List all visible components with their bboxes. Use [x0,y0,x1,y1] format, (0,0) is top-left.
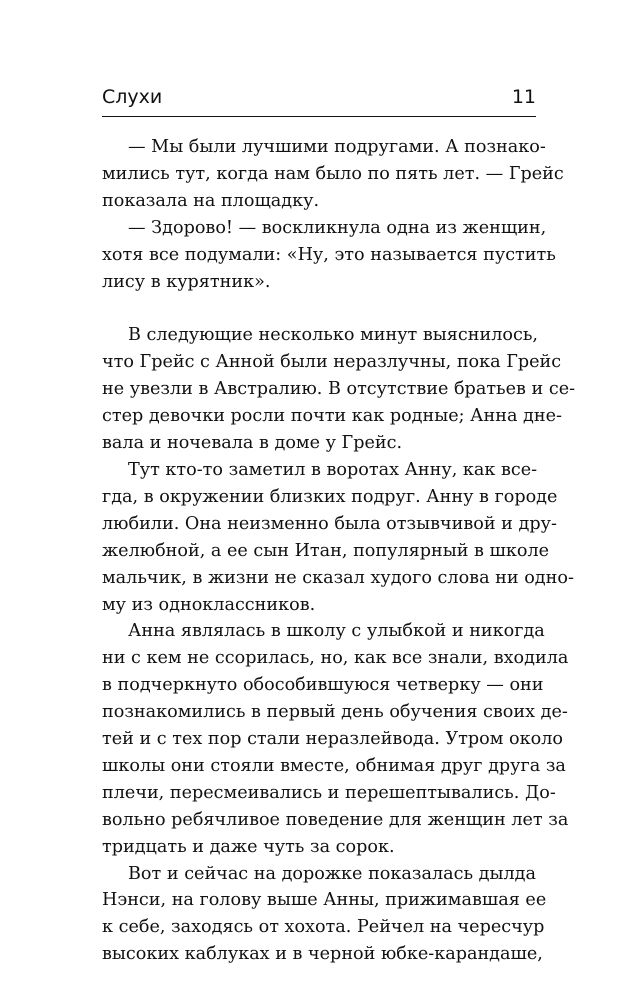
text-line: тей и с тех пор стали неразлейвода. Утром около [102,729,563,750]
text-line: познакомились в первый день обучения своих де- [102,702,568,723]
text-line: ни с кем не ссорилась, но, как все знали, входила [102,648,569,669]
text-line: что Грейс с Анной были неразлучны, пока Грейс [102,352,562,373]
text-line: в подчеркнуто обособившуюся четверку — они [102,675,544,696]
text-line: вольно ребячливое поведение для женщин лет за [102,809,569,830]
header-rule [102,116,536,117]
text-line: показала на площадку. [102,190,320,211]
text-line: гда, в окружении близких подруг. Анну в городе [102,486,558,507]
text-line: стер девочки росли почти как родные; Анна дне- [102,406,562,427]
text-line: хотя все подумали: «Ну, это называется пустить [102,244,556,265]
text-line: Анна являлась в школу с улыбкой и никогда [128,621,545,642]
paragraph-4 [102,457,574,618]
text-line: не увезли в Австралию. В отсутствие братьев и се- [102,379,576,400]
paragraph-1 [102,134,564,215]
text-line: высоких каблуках и в черной юбке-карандаше, [102,944,543,965]
running-header [102,84,536,110]
text-line: тридцать и даже чуть за сорок. [102,836,395,857]
paragraph-3 [102,322,576,457]
text-line: — Здорово! — воскликнула одна из женщин, [128,217,547,238]
paragraph-6 [102,861,547,969]
text-line: Нэнси, на голову выше Анны, прижимавшая ее [102,890,547,911]
text-line: Вот и сейчас на дорожке показалась дылда [128,863,536,884]
text-line: плечи, пересмеивались и перешептывались. До- [102,782,556,803]
text-line: к себе, заходясь от хохота. Рейчел на чересчур [102,917,545,938]
text-line: желюбной, а ее сын Итан, популярный в школе [102,540,550,561]
running-title: Слухи [102,86,163,108]
paragraph-2 [102,215,556,296]
text-line: мальчик, в жизни не сказал худого слова ни одно- [102,567,574,588]
text-line: лису в курятник». [102,271,271,292]
text-line: вала и ночевала в доме у Грейс. [102,433,403,454]
paragraph-5 [102,618,569,860]
text-line: В следующие несколько минут выяснилось, [128,325,538,346]
page-number: 11 [511,86,536,108]
text-line: Тут кто-то заметил в воротах Анну, как все- [128,459,538,480]
text-line: школы они стояли вместе, обнимая друг друга за [102,755,566,776]
section-break [102,295,536,322]
text-line: му из одноклассников. [102,594,316,615]
text-line: мились тут, когда нам было по пять лет. — Грейс [102,163,564,184]
text-line: любили. Она неизменно была отзывчивой и дру- [102,513,557,534]
text-line: — Мы были лучшими подругами. А познако- [128,137,546,157]
text-body [102,134,576,968]
